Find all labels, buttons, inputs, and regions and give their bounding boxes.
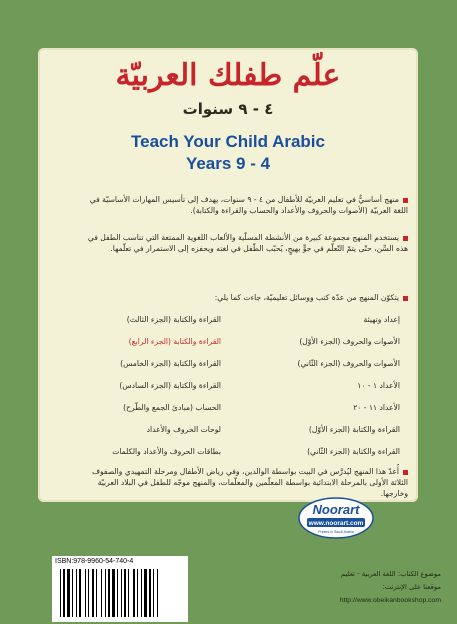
noorart-logo xyxy=(298,496,374,540)
barcode-bar xyxy=(149,569,151,617)
barcode-bar xyxy=(67,569,70,617)
arabic-years: ٤ - ٩ سنوات xyxy=(182,100,274,118)
barcode-bar xyxy=(92,569,94,617)
barcode-icon xyxy=(58,569,182,619)
barcode-bar xyxy=(112,569,115,617)
bullet-icon xyxy=(403,236,408,241)
list-item: الحساب (مبادئ الجمع والطّرح) xyxy=(123,403,221,412)
bullet-icon xyxy=(403,470,408,475)
list-item: القراءة والكتابة (الجزء الثالث) xyxy=(126,315,221,324)
english-title: Teach Your Child Arabic xyxy=(131,132,325,151)
list-item: القراءة والكتابة (الجزء الثّاني) xyxy=(307,447,400,456)
publisher-info xyxy=(231,568,441,607)
barcode-bar xyxy=(76,569,77,617)
list-item: الأعداد ١ - ١٠ xyxy=(357,381,400,390)
barcode-bar xyxy=(72,569,73,617)
barcode-bar xyxy=(128,569,129,617)
website-link[interactable]: http://www.obeikanbookshop.com xyxy=(339,597,441,604)
barcode-bar xyxy=(153,569,154,617)
paragraph-3: يتكوّن المنهج من عدّة كتب ووسائل تعليميّة، جاءت كما يلي: xyxy=(50,292,408,303)
barcode-bar xyxy=(137,569,138,617)
barcode-bar xyxy=(88,569,89,617)
bullet-icon xyxy=(403,198,408,203)
list-item: القراءة والكتابة (الجزء الخامس) xyxy=(120,359,221,368)
barcode-bar xyxy=(63,569,65,617)
paragraph-final: أُعدّ هذا المنهج ليُدرَّس في البيت بواسطة الوالدين، وفي رياض الأطفال ومرحلة التمهيدي والصفوف الثلاثة الأولى بالمرحلة الابتدائية بواسطة المعلّمين والمعلّمات، والمنهج موجّه للطفل في البلاد العربيّة وخارجها. xyxy=(92,467,408,498)
barcode-bar xyxy=(105,569,106,617)
barcode-bar xyxy=(101,569,102,617)
barcode-bar xyxy=(141,569,142,617)
barcode-bar xyxy=(157,569,158,617)
barcode-bar xyxy=(96,569,97,617)
list-item-highlighted: القراءة والكتابة (الجزء الرابع) xyxy=(128,337,221,346)
components-column-left xyxy=(56,314,221,468)
barcode-bar xyxy=(60,569,61,617)
bullet-icon xyxy=(403,296,408,301)
components-list xyxy=(56,314,400,464)
paragraph-1: منهج أساسيٌّ في تعليم العربيّة للأطفال من ٤ - ٩ سنوات، يهدف إلى تأسيس المهارات الأساسيّة في اللغة العربيّة (الأصوات والحروف والأعداد والحساب والقراءة والكتابة). xyxy=(89,195,408,215)
barcode-bar xyxy=(117,569,118,617)
book-subject: موضوع الكتاب: اللغة العربية - تعليم xyxy=(341,570,441,578)
barcode-bar xyxy=(124,569,126,617)
list-item: القراءة والكتابة (الجزء الأوّل) xyxy=(308,425,400,434)
logo-tagline: Printed in Saudi Arabia xyxy=(318,530,354,534)
list-item: إعداد وتهيئة xyxy=(363,315,400,324)
isbn-number: ISBN:978-9960-54-740-4 xyxy=(55,558,134,565)
logo-url: www.noorart.com xyxy=(308,520,364,527)
logo-name: Noorart xyxy=(312,502,360,517)
arabic-title: علّم طفلك العربيّة xyxy=(115,58,341,93)
barcode-bar xyxy=(133,569,135,617)
content-panel xyxy=(38,48,418,502)
barcode-bar xyxy=(85,569,86,617)
paragraph-2: يستخدم المنهج مجموعة كبيرة من الأنشطة المسلّية والألعاب اللغوية الممتعة التي تناسب الطفل في هذه السِّن، حتّى يتمّ التّعلّم في جوٍّ بهيجٍ، يُحبّب الطّفل في لغته ويحفزه إلى الاستمرار في تعلّمها. xyxy=(87,233,408,253)
list-item: الأعداد ١١ - ٢٠ xyxy=(353,403,400,412)
barcode-bar xyxy=(79,569,81,617)
list-item: القراءة والكتابة (الجزء السادس) xyxy=(119,381,221,390)
list-item: بطاقات الحروف والأعداد والكلمات xyxy=(112,447,221,456)
components-column-right xyxy=(235,314,400,468)
isbn-barcode xyxy=(52,556,188,622)
list-item: الأصوات والحروف (الجزء الثّاني) xyxy=(297,359,400,368)
list-item: لوحات الحروف والأعداد xyxy=(146,425,221,434)
list-item: الأصوات والحروف (الجزء الأوّل) xyxy=(299,337,400,346)
barcode-bar xyxy=(108,569,110,617)
website-label: موقعنا على الإنترنت: xyxy=(382,583,441,591)
barcode-bar xyxy=(121,569,122,617)
barcode-bar xyxy=(144,569,147,617)
english-years: Years 9 - 4 xyxy=(185,154,271,173)
